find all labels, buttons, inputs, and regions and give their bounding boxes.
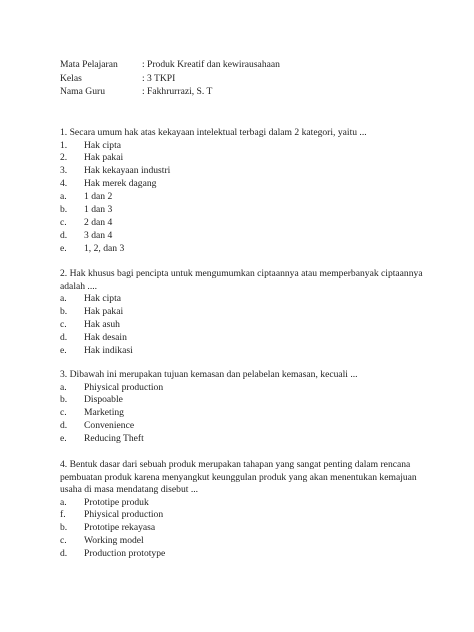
option-label: 2. <box>60 152 68 164</box>
option-label: c. <box>60 318 67 330</box>
header-row-class <box>60 72 280 86</box>
option-item <box>60 191 426 204</box>
option-label: 4. <box>60 178 68 190</box>
option-item <box>60 306 426 319</box>
option-text: Reducing Theft <box>84 433 144 445</box>
option-text: Hak merek dagang <box>84 178 157 190</box>
header-label: Kelas <box>60 72 82 84</box>
option-label: 1. <box>60 139 68 151</box>
option-item <box>60 217 426 230</box>
question-3 <box>60 369 426 446</box>
option-label: d. <box>60 548 68 560</box>
header-value: Fakhrurrazi, S. T <box>147 86 213 97</box>
option-text: 1 dan 3 <box>84 203 113 215</box>
option-text: Hak cipta <box>84 139 122 151</box>
option-text: Marketing <box>84 407 124 419</box>
option-label: e. <box>60 344 67 356</box>
option-item <box>60 535 426 548</box>
question-text: 4. Bentuk dasar dari sebuah produk merupakan tahapan yang sangat penting dalam rencana pembuatan produk karena menyangkut keunggulan produk yang akan menentukan kemajuan usaha di masa mendatang disebut ... <box>60 459 417 495</box>
option-label: c. <box>60 216 67 228</box>
option-label: e. <box>60 433 67 445</box>
header-row-teacher <box>60 85 280 99</box>
header-separator: : <box>142 72 145 84</box>
option-text: Prototipe rekayasa <box>84 522 156 534</box>
option-item <box>60 230 426 243</box>
option-item <box>60 509 426 522</box>
option-label: b. <box>60 203 68 215</box>
option-item <box>60 319 426 332</box>
header-separator: : <box>142 86 145 97</box>
option-label: b. <box>60 522 68 534</box>
option-label: a. <box>60 191 67 203</box>
option-text: Dispoable <box>84 394 123 406</box>
option-text: 2 dan 4 <box>84 216 113 228</box>
option-item <box>60 433 426 446</box>
option-label: b. <box>60 305 68 317</box>
option-text: Phiysical production <box>84 509 164 521</box>
option-item <box>60 293 426 306</box>
option-label: d. <box>60 331 68 343</box>
header-label: Mata Pelajaran <box>60 59 118 70</box>
header-label: Nama Guru <box>60 86 106 97</box>
option-text: 3 dan 4 <box>84 229 113 241</box>
option-label: f. <box>60 509 66 521</box>
option-label: c. <box>60 535 67 547</box>
question-text: 2. Hak khusus bagi pencipta untuk mengumumkan ciptaannya atau memperbanyak ciptaannya adalah .... <box>60 268 423 292</box>
option-text: Hak asuh <box>84 318 120 330</box>
option-item <box>60 165 426 178</box>
option-label: 3. <box>60 165 68 177</box>
option-item <box>60 140 426 153</box>
option-item <box>60 548 426 561</box>
option-label: e. <box>60 242 67 254</box>
option-item <box>60 178 426 191</box>
header-separator: : <box>142 59 145 70</box>
header-value: 3 TKPI <box>147 72 176 84</box>
option-item <box>60 394 426 407</box>
question-text: 1. Secara umum hak atas kekayaan intelektual terbagi dalam 2 kategori, yaitu ... <box>60 127 367 138</box>
option-item <box>60 345 426 358</box>
option-item <box>60 497 426 510</box>
question-1 <box>60 127 426 256</box>
option-text: Convenience <box>84 420 135 432</box>
option-item <box>60 382 426 395</box>
option-text: Phiysical production <box>84 381 164 393</box>
option-text: Hak cipta <box>84 293 122 304</box>
option-item <box>60 152 426 165</box>
option-label: d. <box>60 420 68 432</box>
option-text: Hak pakai <box>84 152 124 164</box>
option-text: Working model <box>84 535 144 547</box>
option-text: Hak indikasi <box>84 344 133 356</box>
header-row-subject <box>60 58 280 72</box>
option-label: a. <box>60 496 67 508</box>
option-label: b. <box>60 394 68 406</box>
question-text: 3. Dibawah ini merupakan tujuan kemasan dan pelabelan kemasan, kecuali ... <box>60 369 358 380</box>
option-item <box>60 407 426 420</box>
option-label: a. <box>60 381 67 393</box>
header-value: Produk Kreatif dan kewirausahaan <box>147 59 280 70</box>
option-label: d. <box>60 229 68 241</box>
option-item <box>60 243 426 256</box>
question-2 <box>60 268 426 357</box>
option-text: Hak kekayaan industri <box>84 165 171 177</box>
option-text: Hak pakai <box>84 305 124 317</box>
option-item <box>60 332 426 345</box>
option-item <box>60 204 426 217</box>
option-item <box>60 420 426 433</box>
question-4 <box>60 459 426 561</box>
option-item <box>60 522 426 535</box>
document-header <box>60 58 280 99</box>
option-text: 1 dan 2 <box>84 191 113 203</box>
option-label: c. <box>60 407 67 419</box>
option-text: 1, 2, dan 3 <box>84 242 125 254</box>
option-label: a. <box>60 293 67 304</box>
option-text: Production prototype <box>84 548 166 560</box>
option-text: Prototipe produk <box>84 496 149 508</box>
option-text: Hak desain <box>84 331 127 343</box>
